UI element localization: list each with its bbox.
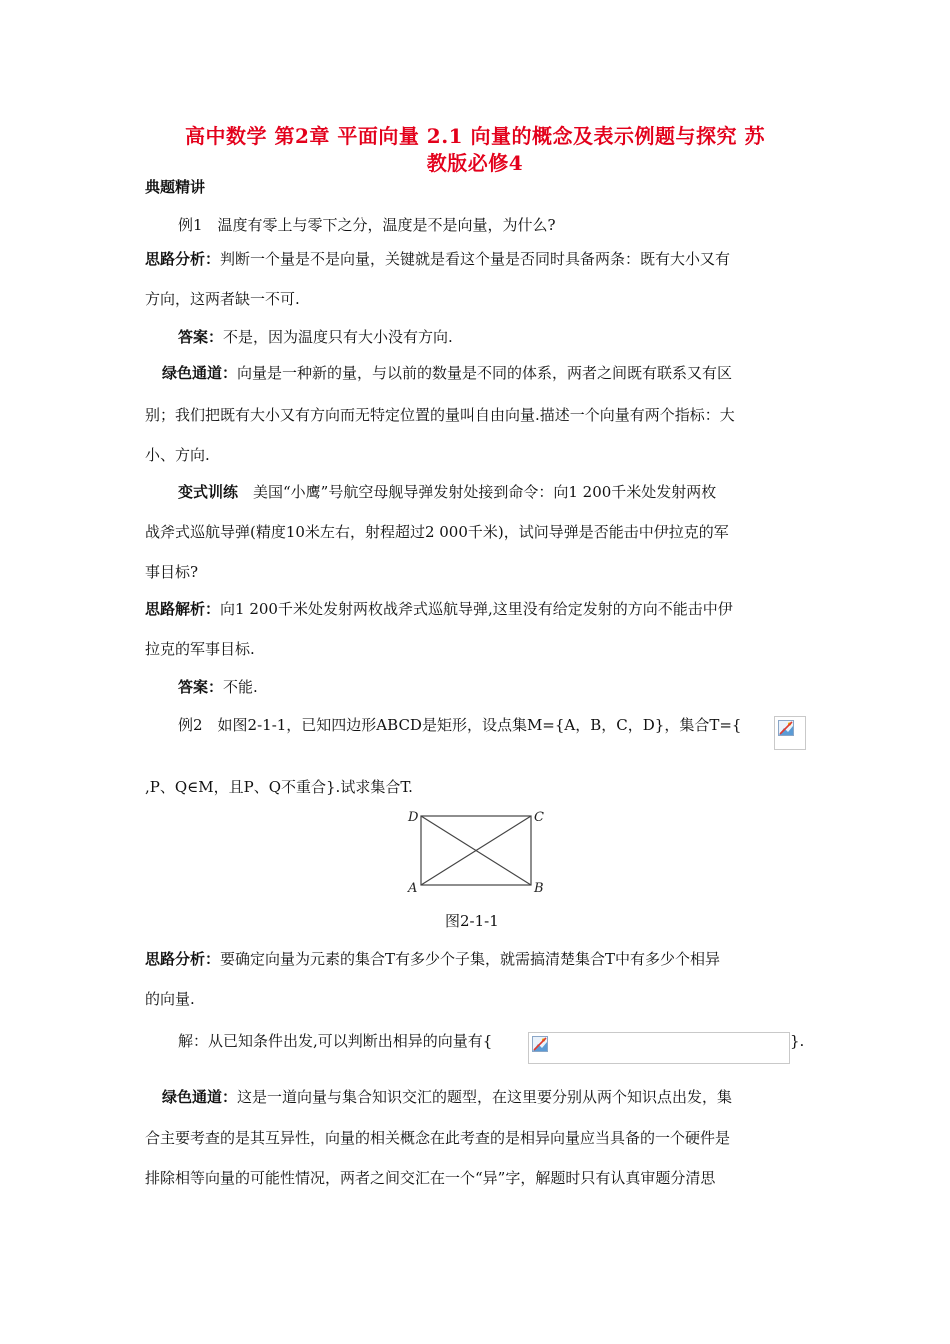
title-line-2: 教版必修4 bbox=[426, 151, 524, 175]
ex2-green-line-1 bbox=[162, 1086, 732, 1108]
ex1-answer-label: 答案： bbox=[178, 328, 224, 346]
variant-analysis-label: 思路解析： bbox=[145, 600, 221, 618]
ex2-question-line-1: 例2 如图2-1-1，已知四边形ABCD是矩形，设点集M={A，B，C，D}，集合T={ bbox=[178, 716, 742, 734]
ex2-analysis-line-1 bbox=[145, 948, 720, 970]
ex1-green-label: 绿色通道： bbox=[162, 364, 238, 382]
vertex-label-a: A bbox=[408, 881, 418, 896]
ex2-green-text: 这是一道向量与集合知识交汇的题型，在这里要分别从两个知识点出发，集 bbox=[237, 1088, 733, 1106]
broken-image-placeholder bbox=[774, 716, 806, 750]
vertex-label-c: C bbox=[534, 810, 544, 825]
ex1-question: 例1 温度有零上与零下之分，温度是不是向量，为什么? bbox=[178, 216, 556, 234]
ex1-green-text: 向量是一种新的量，与以前的数量是不同的体系，两者之间既有联系又有区 bbox=[237, 364, 733, 382]
variant-label: 变式训练 bbox=[178, 483, 239, 501]
solution-image-placeholder bbox=[528, 1032, 790, 1064]
broken-image-icon bbox=[532, 1036, 548, 1052]
variant-line-2: 战斧式巡航导弹(精度10米左右，射程超过2 000千米)，试问导弹是否能击中伊拉克的军 bbox=[145, 523, 729, 541]
ex2-analysis-text: 要确定向量为元素的集合T有多少个子集，就需搞清楚集合T中有多少个相异 bbox=[220, 950, 721, 968]
page-title bbox=[140, 123, 810, 177]
ex2-analysis-line-2: 的向量. bbox=[145, 990, 195, 1008]
section-heading: 典题精讲 bbox=[145, 178, 206, 196]
title-line-1: 高中数学 第2章 平面向量 2.1 向量的概念及表示例题与探究 苏 bbox=[184, 124, 766, 148]
ex2-solution-prefix: 解：从已知条件出发,可以判断出相异的向量有{ bbox=[178, 1032, 493, 1050]
ex1-answer-text: 不是，因为温度只有大小没有方向. bbox=[223, 328, 453, 346]
figure-caption: 图2-1-1 bbox=[445, 912, 499, 930]
variant-answer-label: 答案： bbox=[178, 678, 224, 696]
variant-analysis-line-1 bbox=[145, 598, 733, 620]
ex1-green-line-2: 别；我们把既有大小又有方向而无特定位置的量叫自由向量.描述一个向量有两个指标：大 bbox=[145, 406, 735, 424]
ex2-green-line-2: 合主要考查的是其互异性，向量的相关概念在此考查的是相异向量应当具备的一个硬件是 bbox=[145, 1129, 731, 1147]
ex1-analysis-label: 思路分析： bbox=[145, 250, 221, 268]
ex2-green-line-3: 排除相等向量的可能性情况，两者之间交汇在一个“异”字，解题时只有认真审题分清思 bbox=[145, 1169, 716, 1187]
variant-text: 美国“小鹰”号航空母舰导弹发射处接到命令：向1 200千米处发射两枚 bbox=[238, 483, 717, 501]
ex1-analysis-line-1 bbox=[145, 248, 730, 270]
variant-answer-text: 不能. bbox=[223, 678, 258, 696]
ex1-answer bbox=[178, 326, 453, 348]
ex1-analysis-text: 判断一个量是不是向量，关键就是看这个量是否同时具备两条：既有大小又有 bbox=[220, 250, 731, 268]
broken-image-icon bbox=[778, 720, 794, 736]
vertex-label-b: B bbox=[534, 881, 544, 896]
variant-analysis-text: 向1 200千米处发射两枚战斧式巡航导弹,这里没有给定发射的方向不能击中伊 bbox=[220, 600, 733, 618]
rectangle-figure bbox=[400, 805, 550, 897]
vertex-label-d: D bbox=[408, 810, 419, 825]
variant-line-1 bbox=[178, 481, 716, 503]
ex2-question-line-2: ,P、Q∈M，且P、Q不重合}.试求集合T. bbox=[145, 778, 413, 796]
ex1-green-line-3: 小、方向. bbox=[145, 446, 210, 464]
variant-line-3: 事目标? bbox=[145, 563, 199, 581]
ex2-analysis-label: 思路分析： bbox=[145, 950, 221, 968]
ex1-analysis-line-2: 方向，这两者缺一不可. bbox=[145, 290, 300, 308]
ex2-solution-suffix: }. bbox=[790, 1032, 805, 1050]
variant-answer bbox=[178, 676, 258, 698]
ex2-green-label: 绿色通道： bbox=[162, 1088, 238, 1106]
variant-analysis-line-2: 拉克的军事目标. bbox=[145, 640, 255, 658]
ex1-green-line-1 bbox=[162, 362, 732, 384]
